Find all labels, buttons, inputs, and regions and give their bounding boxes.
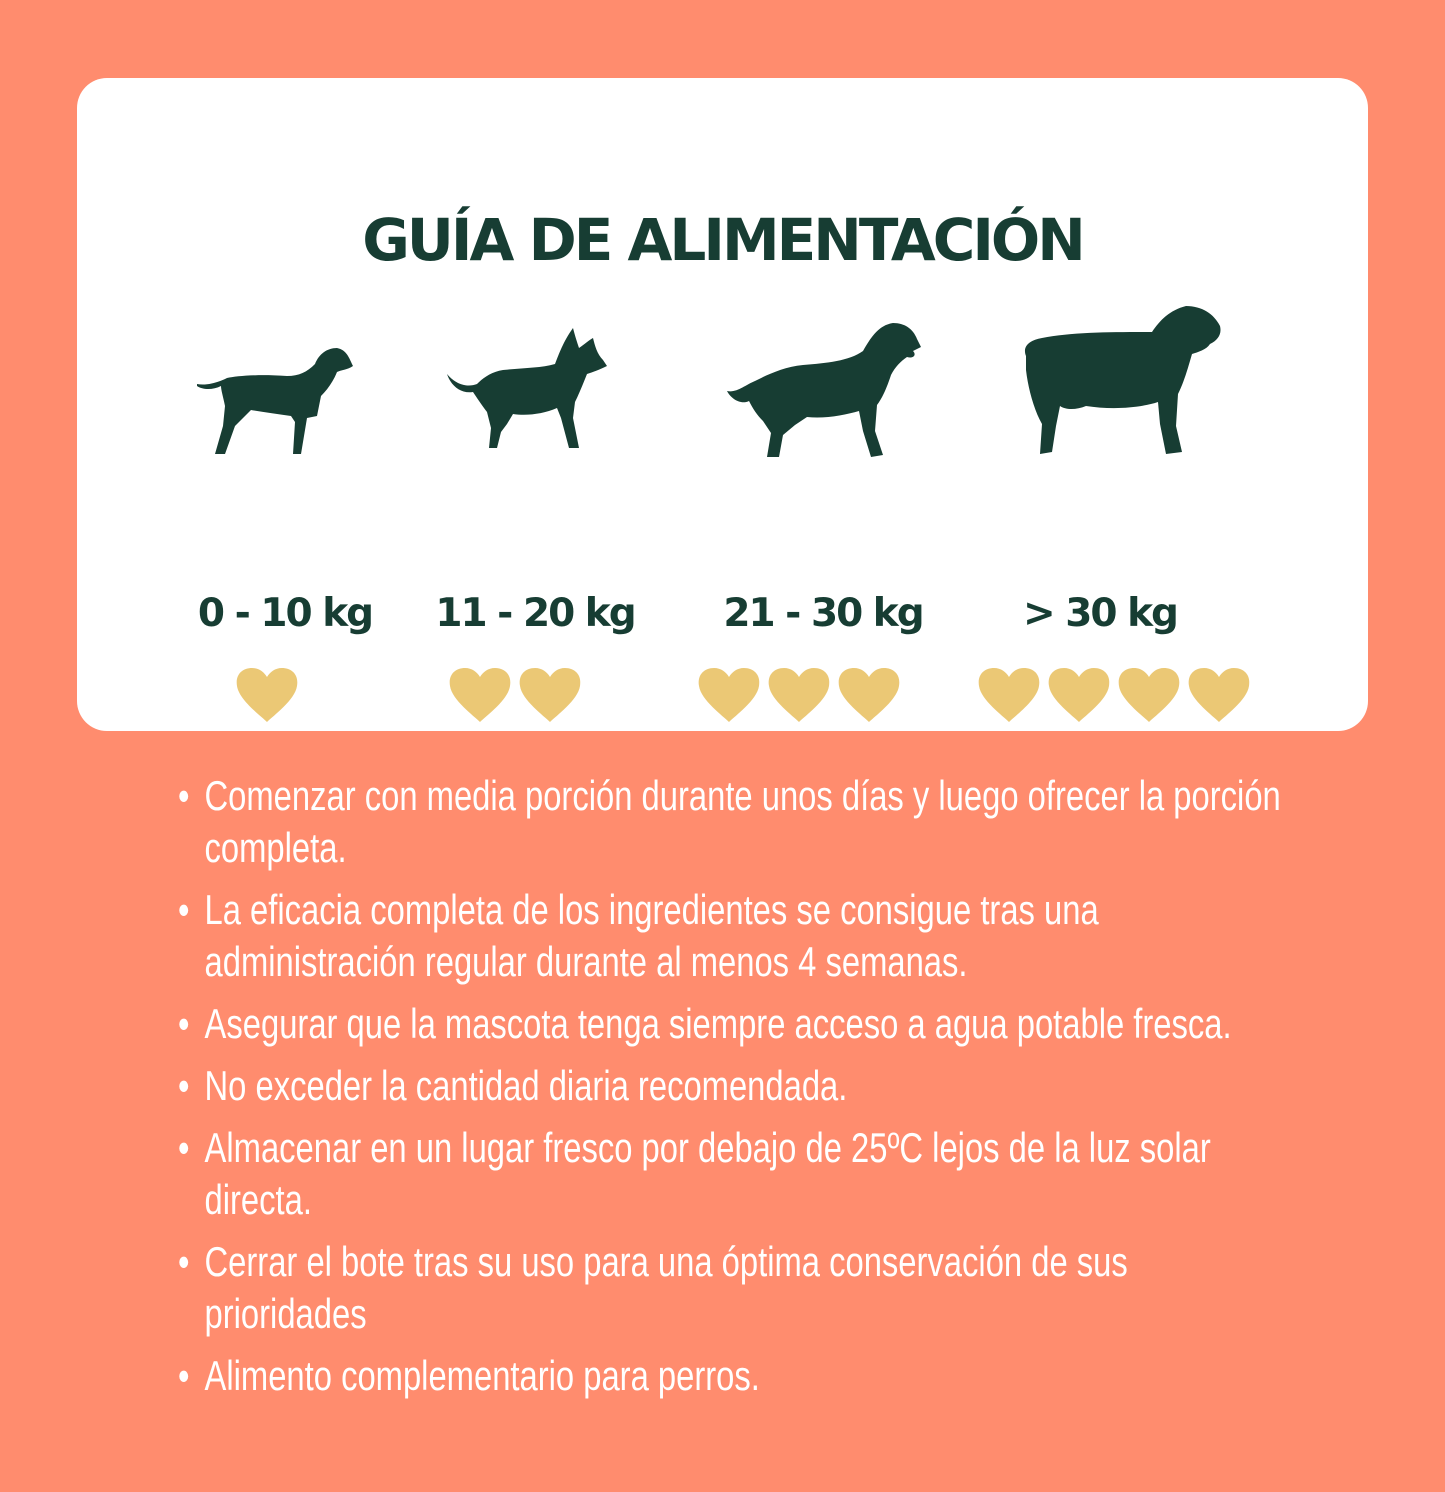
- heart-icon: [1047, 666, 1111, 724]
- heart-icon: [1187, 666, 1251, 724]
- note-item: • Comenzar con media porción durante unos días y luego ofrecer la porción completa.: [178, 770, 1281, 874]
- weight-label-tier-3: 21 - 30 kg: [723, 591, 923, 636]
- portion-hearts-tier-2: [448, 666, 582, 724]
- portion-hearts-tier-4: [977, 666, 1251, 724]
- feeding-guide-card: [77, 78, 1368, 731]
- note-item: • La eficacia completa de los ingredientes se consigue tras una administración regular durante al menos 4 semanas.: [178, 884, 1281, 988]
- weight-label-tier-4: > 30 kg: [1023, 591, 1177, 636]
- giant-dog-icon: [1022, 306, 1222, 456]
- note-item: • Alimento complementario para perros.: [178, 1350, 1281, 1402]
- portion-hearts-tier-1: [235, 666, 299, 724]
- note-item: • Almacenar en un lugar fresco por debajo de 25ºC lejos de la luz solar directa.: [178, 1122, 1281, 1226]
- heart-icon: [448, 666, 512, 724]
- portion-hearts-tier-3: [697, 666, 901, 724]
- heart-icon: [1117, 666, 1181, 724]
- heart-icon: [837, 666, 901, 724]
- weight-label-tier-2: 11 - 20 kg: [435, 591, 635, 636]
- heart-icon: [697, 666, 761, 724]
- weight-label-tier-1: 0 - 10 kg: [197, 591, 373, 636]
- heart-icon: [518, 666, 582, 724]
- guide-title: GUÍA DE ALIMENTACIÓN: [362, 206, 1083, 274]
- small-dog-icon: [197, 346, 355, 456]
- note-item: • Asegurar que la mascota tenga siempre acceso a agua potable fresca.: [178, 998, 1281, 1050]
- medium-dog-icon: [447, 328, 607, 452]
- feeding-notes-list: [178, 770, 1281, 1412]
- note-item: • Cerrar el bote tras su uso para una óptima conservación de sus prioridades: [178, 1236, 1281, 1340]
- heart-icon: [235, 666, 299, 724]
- large-dog-icon: [727, 321, 923, 461]
- note-item: • No exceder la cantidad diaria recomendada.: [178, 1060, 1281, 1112]
- heart-icon: [767, 666, 831, 724]
- heart-icon: [977, 666, 1041, 724]
